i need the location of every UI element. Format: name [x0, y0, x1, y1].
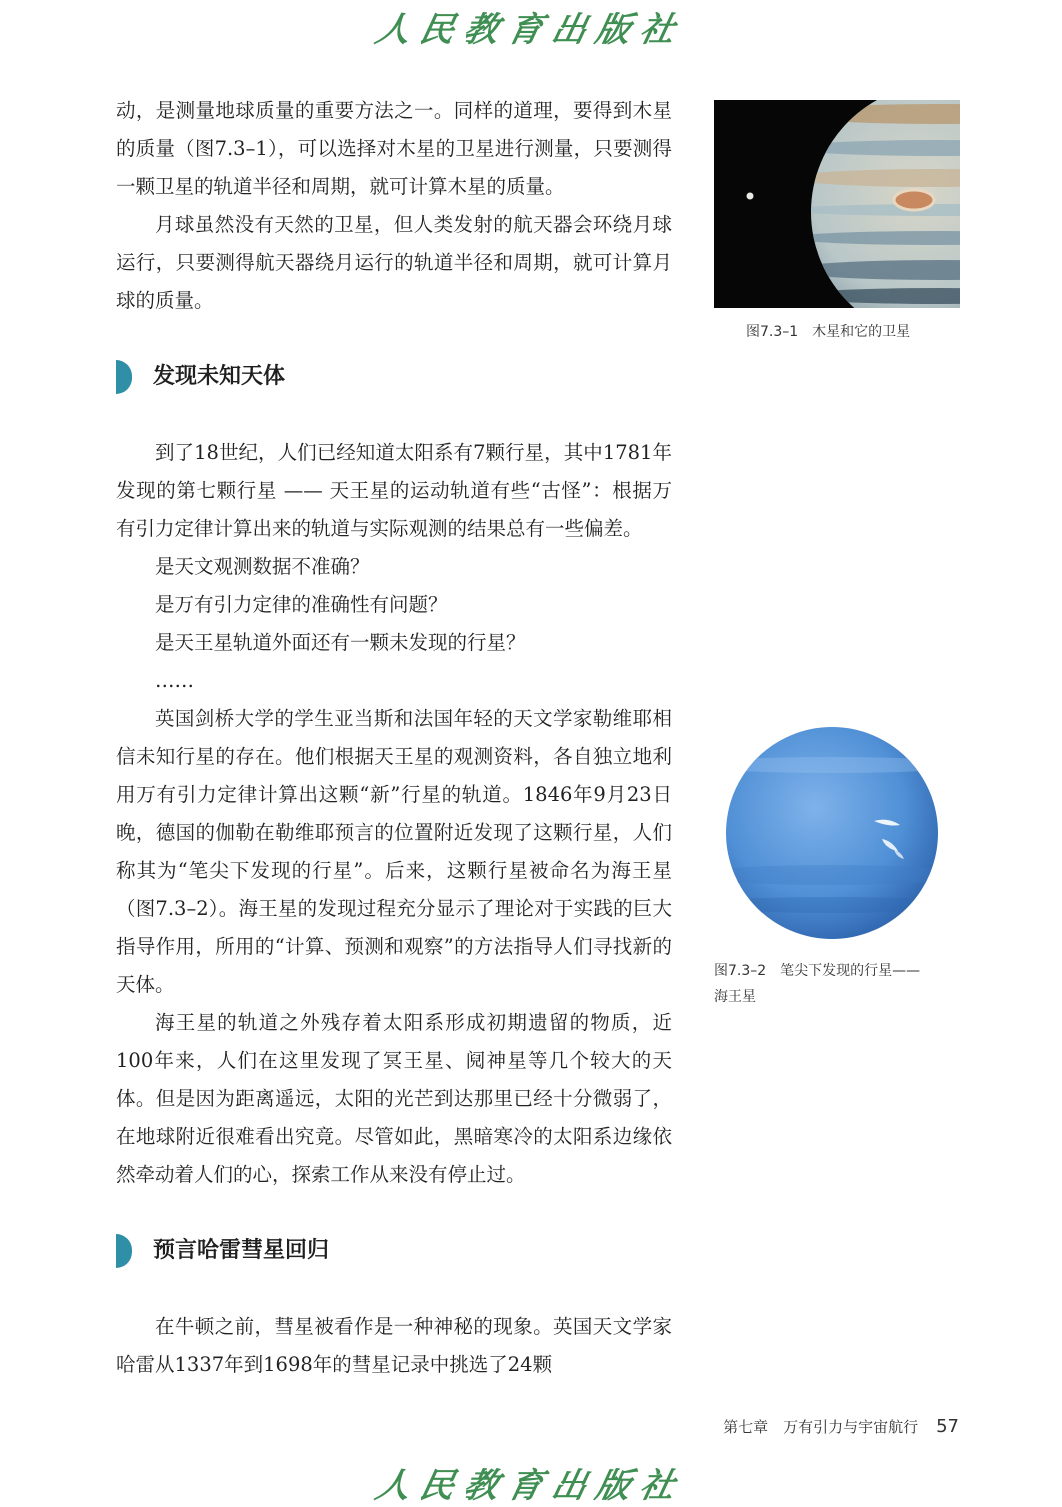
- heading-marker-icon: [116, 1234, 132, 1268]
- paragraph-moon-mass: 月球虽然没有天然的卫星，但人类发射的航天器会环绕月球运行，只要测得航天器绕月运行的轨道半径和周期，就可计算月球的质量。: [116, 213, 672, 312]
- question-item: 是天文观测数据不准确？: [155, 555, 370, 578]
- question-item: 是天王星轨道外面还有一颗未发现的行星？: [155, 631, 526, 654]
- publisher-logo-top: 人民教育出版社: [372, 10, 689, 50]
- publisher-logo-bottom: 人民教育出版社: [372, 1466, 689, 1506]
- main-text-column: [116, 92, 672, 1384]
- figure-caption-jupiter: 图7.3–1 木星和它的卫星: [746, 324, 911, 340]
- page-footer: [723, 1416, 959, 1437]
- chapter-title: 第七章 万有引力与宇宙航行: [723, 1418, 919, 1436]
- neptune-image: [724, 725, 940, 941]
- ellipsis: ……: [155, 669, 194, 692]
- paragraph-halley: 在牛顿之前，彗星被看作是一种神秘的现象。英国天文学家哈雷从1337年到1698年的彗星记录中挑选了24颗: [116, 1315, 672, 1376]
- section-heading-halley: [116, 1232, 672, 1270]
- paragraph-continued: 动，是测量地球质量的重要方法之一。同样的道理，要得到木星的质量（图7.3–1），可以选择对木星的卫星进行测量，只要测得一颗卫星的轨道半径和周期，就可计算木星的质量。: [116, 99, 672, 198]
- section-title: 发现未知天体: [153, 364, 286, 389]
- paragraph-solar-system-edge: 海王星的轨道之外残存着太阳系形成初期遗留的物质，近100年来，人们在这里发现了冥王星、阋神星等几个较大的天体。但是因为距离遥远，太阳的光芒到达那里已经十分微弱了，在地球附近很难看出究竟。尽管如此，黑暗寒冷的太阳系边缘依然牵动着人们的心，探索工作从来没有停止过。: [116, 1011, 672, 1186]
- page-number: 57: [936, 1416, 959, 1437]
- section-title: 预言哈雷彗星回归: [153, 1238, 330, 1263]
- paragraph-uranus: 到了18世纪，人们已经知道太阳系有7颗行星，其中1781年发现的第七颗行星 —— 天王星的运动轨道有些“古怪”：根据万有引力定律计算出来的轨道与实际观测的结果总有一些偏差。: [116, 441, 672, 540]
- figure-caption-neptune-line2: 海王星: [714, 989, 756, 1005]
- section-heading-discover: [116, 358, 672, 396]
- jupiter-image: [714, 100, 960, 308]
- heading-marker-icon: [116, 360, 132, 394]
- figure-caption-neptune-line1: 图7.3–2 笔尖下发现的行星——: [714, 963, 921, 979]
- question-item: 是万有引力定律的准确性有问题？: [155, 593, 448, 616]
- paragraph-neptune-discovery: 英国剑桥大学的学生亚当斯和法国年轻的天文学家勒维耶相信未知行星的存在。他们根据天王星的观测资料，各自独立地利用万有引力定律计算出这颗“新”行星的轨道。1846年9月23日晚，德国的伽勒在勒维耶预言的位置附近发现了这颗行星，人们称其为“笔尖下发现的行星”。后来，这颗行星被命名为海王星（图7.3–2）。海王星的发现过程充分显示了理论对于实践的巨大指导作用，所用的“计算、预测和观察”的方法指导人们寻找新的天体。: [116, 707, 672, 996]
